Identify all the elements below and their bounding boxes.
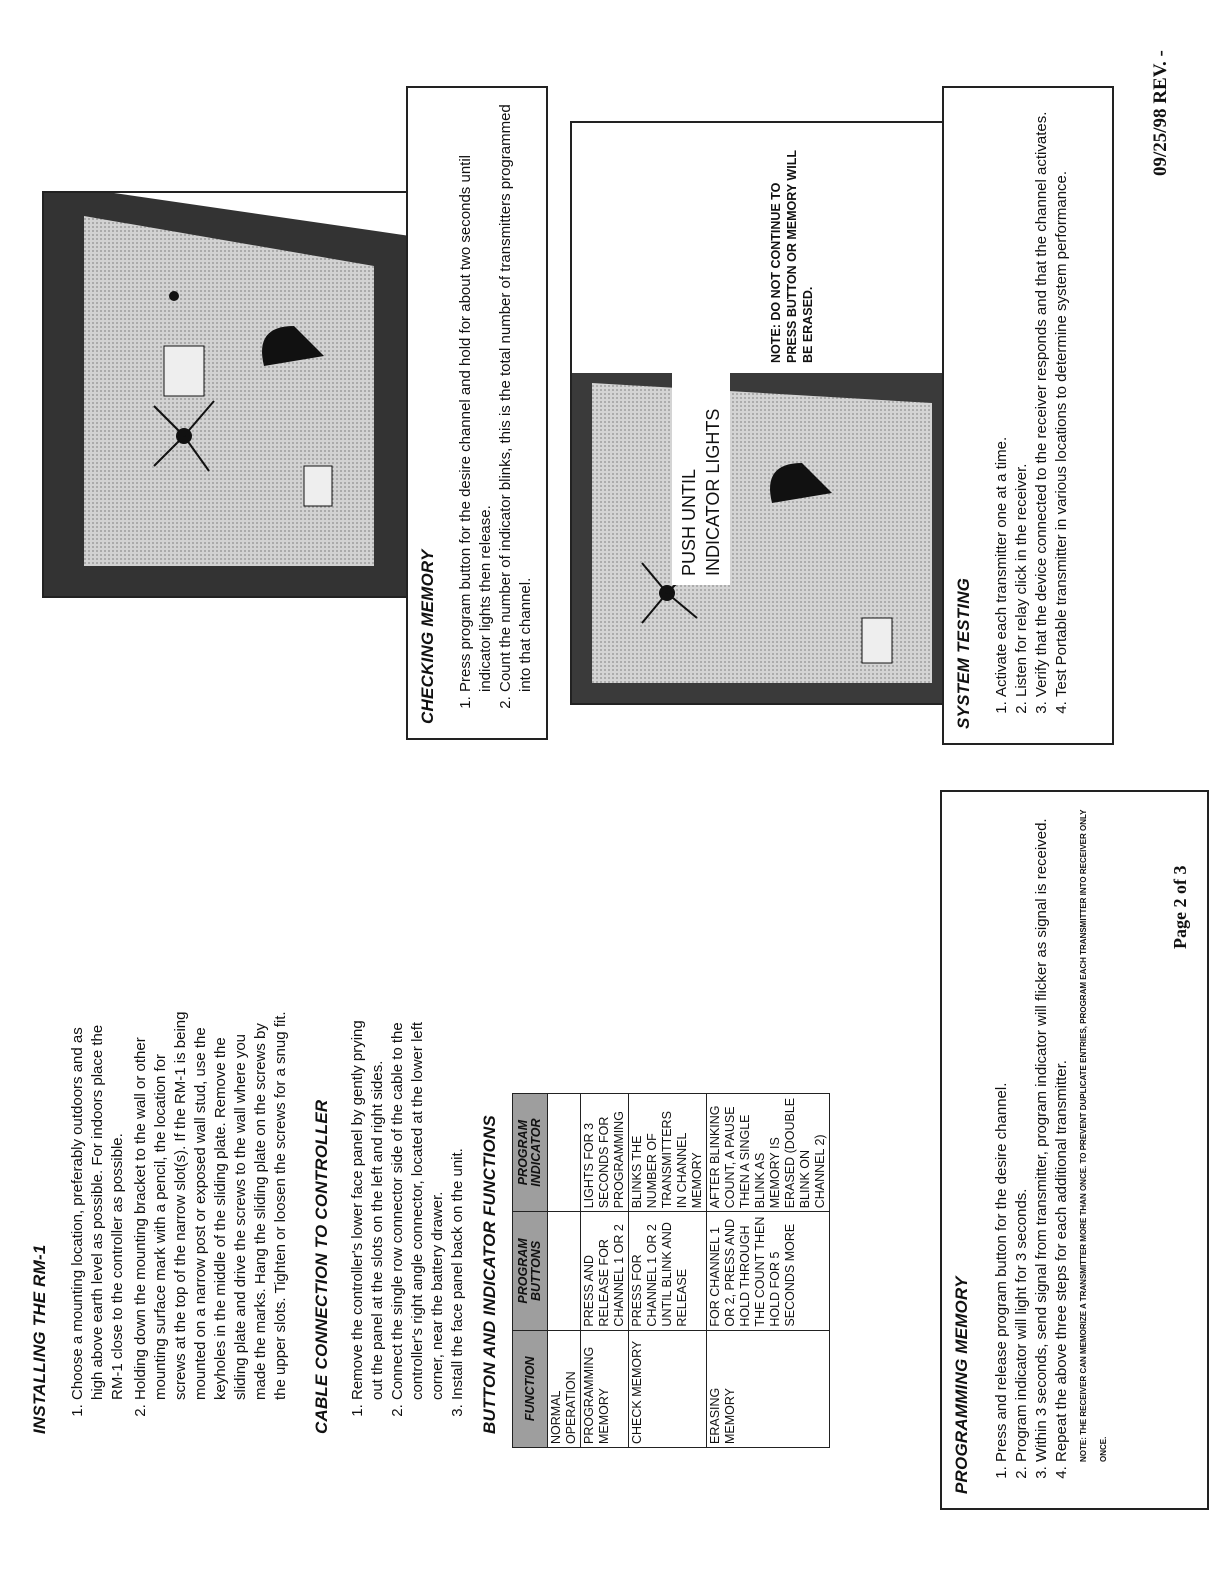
system-testing-content	[944, 88, 1082, 743]
table-cell	[548, 1094, 581, 1212]
system-testing-box	[942, 86, 1114, 745]
photo-2-illustration	[572, 123, 947, 703]
list-item: 1. Press and release program button for the desire channel.	[992, 806, 1012, 1462]
list-item: 3. Install the face panel back on the unit.	[448, 1004, 468, 1400]
checking-memory-box	[406, 86, 548, 740]
table-row	[581, 1094, 629, 1448]
list-item	[1052, 806, 1112, 1462]
list-item: 2. Count the number of indicator blinks, this is the total number of transmitters programmed into that channel.	[496, 102, 536, 692]
receiver-photo-1	[42, 191, 412, 598]
list-item: 1. Press program button for the desire channel and hold for about two seconds until indicator lights then release.	[456, 102, 496, 692]
cable-list	[348, 1004, 468, 1434]
list-item: 2. Connect the single row connector side of the cable to the controller's right angle connector, located at the lower left corner, near the battery drawer.	[388, 1004, 448, 1400]
programming-title: PROGRAMMING MEMORY	[952, 1276, 971, 1494]
table-header-row	[513, 1094, 548, 1448]
testing-title: SYSTEM TESTING	[954, 577, 973, 729]
installing-section	[30, 1004, 291, 1434]
cable-section	[312, 1004, 468, 1434]
programming-list	[992, 806, 1112, 1494]
header-program-indicator: PROGRAM INDICATOR	[513, 1094, 548, 1212]
table-cell: LIGHTS FOR 3 SECONDS FOR PROGRAMMING	[581, 1094, 629, 1212]
list-item: 2. Holding down the mounting bracket to the wall or other mounting surface mark with a pencil, the location for screws at the top of the narrow slot(s). If the RM-1 is being mounted on a narrow post or exposed wall stud, use the keyholes in the middle of the sliding plate. Remove the sliding plate and drive the screws to the wall where you made the marks. Hang the sliding plate on the screws by the upper slots. Tighten or loosen the screws for a snug fit.	[131, 1004, 291, 1400]
table-row	[629, 1094, 707, 1448]
list-item: 2. Program indicator will light for 3 seconds.	[1012, 806, 1032, 1462]
table-cell: FOR CHANNEL 1 OR 2, PRESS AND HOLD THROUGH THE COUNT THEN HOLD FOR 5 SECONDS MORE	[707, 1212, 830, 1330]
page-number: Page 2 of 3	[1170, 865, 1190, 949]
push-until-callout: PUSH UNTIL INDICATOR LIGHTS	[672, 357, 730, 585]
list-item: 1. Activate each transmitter one at a time.	[992, 102, 1012, 697]
list-item: 3. Verify that the device connected to the receiver responds and that the channel activates.	[1032, 102, 1052, 697]
receiver-photo-2	[570, 121, 949, 705]
programming-memory-box	[940, 790, 1209, 1510]
table-cell: PRESS AND RELEASE FOR CHANNEL 1 OR 2	[581, 1212, 629, 1330]
list-item: 1. Remove the controller's lower face panel by gently prying out the panel at the slots on the left and right sides.	[348, 1004, 388, 1400]
revision-date: 09/25/98 REV. -	[1150, 50, 1171, 176]
installing-title: INSTALLING THE RM-1	[30, 1244, 49, 1434]
header-program-buttons: PROGRAM BUTTONS	[513, 1212, 548, 1330]
table-row	[707, 1094, 830, 1448]
table-cell: NORMAL OPERATION	[548, 1330, 581, 1447]
list-item: 3. Within 3 seconds, send signal from transmitter, program indicator will flicker as signal is received.	[1032, 806, 1052, 1462]
functions-title: BUTTON AND INDICATOR FUNCTIONS	[480, 1115, 499, 1434]
programming-step-4: Repeat the above three steps for each additional transmitter.	[1053, 1060, 1070, 1462]
photo-2-note: NOTE: DO NOT CONTINUE TO PRESS BUTTON OR MEMORY WILL BE ERASED.	[769, 150, 815, 363]
photo-1-illustration	[44, 193, 410, 596]
table-cell: CHECK MEMORY	[629, 1330, 707, 1447]
functions-table	[512, 1093, 830, 1448]
table-cell	[548, 1212, 581, 1330]
functions-section	[480, 1004, 830, 1444]
list-item: 2. Listen for relay click in the receiver.	[1012, 102, 1032, 697]
testing-list	[992, 102, 1072, 729]
list-item: 1. Choose a mounting location, preferably outdoors and as high above earth level as possible. For indoors place the RM-1 close to the controller as possible.	[68, 1004, 128, 1400]
table-row	[548, 1094, 581, 1448]
checking-title: CHECKING MEMORY	[418, 549, 437, 724]
list-item: 4. Test Portable transmitter in various locations to determine system performance.	[1052, 102, 1072, 697]
table-cell: AFTER BLINKING COUNT, A PAUSE THEN A SINGLE BLINK AS MEMORY IS ERASED (DOUBLE BLINK ON CHANNEL 2)	[707, 1094, 830, 1212]
checking-memory-content	[408, 88, 546, 738]
header-function: FUNCTION	[513, 1330, 548, 1447]
cable-title: CABLE CONNECTION TO CONTROLLER	[312, 1099, 331, 1434]
programming-memory-content	[942, 792, 1122, 1508]
programming-note: NOTE: THE RECEIVER CAN MEMORIZE A TRANSMITTER MORE THAN ONCE. TO PREVENT DUPLICATE ENTRIES, PROGRAM EACH TRANSMITTER INTO RECEIVER ONLY ONCE.	[1079, 809, 1108, 1462]
checking-list	[456, 102, 536, 724]
installing-list	[68, 1004, 291, 1434]
table-cell: BLINKS THE NUMBER OF TRANSMITTERS IN CHANNEL MEMORY	[629, 1094, 707, 1212]
table-cell: ERASING MEMORY	[707, 1330, 830, 1447]
table-cell: PROGRAMMING MEMORY	[581, 1330, 629, 1447]
table-cell: PRESS FOR CHANNEL 1 OR 2 UNTIL BLINK AND RELEASE	[629, 1212, 707, 1330]
